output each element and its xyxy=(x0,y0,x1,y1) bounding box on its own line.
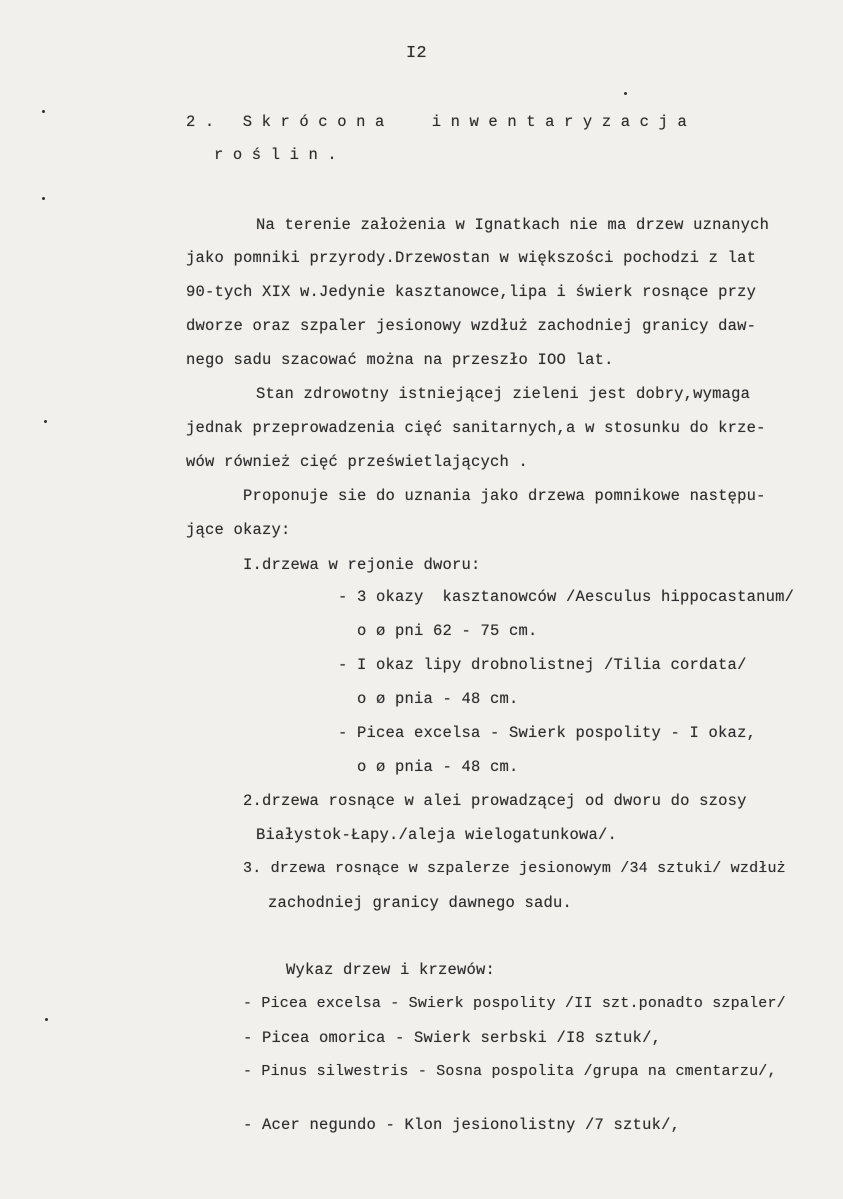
paragraph-line: jące okazy: xyxy=(186,521,291,539)
margin-mark xyxy=(42,197,45,200)
margin-mark xyxy=(624,92,627,95)
paragraph-line: Na terenie założenia w Ignatkach nie ma drzew uznanych xyxy=(256,216,770,234)
enumerated-subitem: o ø pnia - 48 cm. xyxy=(357,690,519,708)
enumerated-item: 3. drzewa rosnące w szpalerze jesionowym /34 sztuki/ wzdłuż xyxy=(243,860,786,877)
enumerated-item-continuation: Białystok-Łapy./aleja wielogatunkowa/. xyxy=(256,826,618,844)
enumerated-item-continuation: zachodniej granicy dawnego sadu. xyxy=(268,894,573,912)
list-item: - Acer negundo - Klon jesionolistny /7 sztuk/, xyxy=(243,1116,681,1134)
list-title: Wykaz drzew i krzewów: xyxy=(286,961,496,979)
section-heading-line-1: 2. Skrócona inwentaryzacja xyxy=(186,113,697,131)
list-item: - Picea excelsa - Swierk pospolity /II szt.ponadto szpaler/ xyxy=(243,995,786,1012)
paragraph-line: 90-tych XIX w.Jedynie kasztanowce,lipa i świerk rosnące przy xyxy=(186,283,757,301)
paragraph-line: dworze oraz szpaler jesionowy wzdłuż zachodniej granicy daw- xyxy=(186,317,757,335)
paragraph-line: jednak przeprowadzenia cięć sanitarnych,a w stosunku do krze- xyxy=(186,419,766,437)
enumerated-subitem: - 3 okazy kasztanowców /Aesculus hippocastanum/ xyxy=(338,588,795,606)
list-item: - Picea omorica - Swierk serbski /I8 sztuk/, xyxy=(243,1029,662,1047)
enumerated-subitem: o ø pni 62 - 75 cm. xyxy=(357,622,538,640)
section-heading-line-2: roślin. xyxy=(214,146,347,164)
enumerated-item: 2.drzewa rosnące w alei prowadzącej od dworu do szosy xyxy=(243,792,747,810)
enumerated-subitem: o ø pnia - 48 cm. xyxy=(357,758,519,776)
enumerated-subitem: - I okaz lipy drobnolistnej /Tilia cordata/ xyxy=(338,656,747,674)
paragraph-line: Proponuje sie do uznania jako drzewa pomnikowe następu- xyxy=(243,487,766,505)
margin-mark xyxy=(42,110,45,113)
margin-mark xyxy=(45,1018,48,1021)
paragraph-line: wów również cięć prześwietlających . xyxy=(186,453,529,471)
list-item: - Pinus silwestris - Sosna pospolita /grupa na cmentarzu/, xyxy=(243,1063,777,1080)
enumerated-subitem: - Picea excelsa - Swierk pospolity - I okaz, xyxy=(338,724,757,742)
paragraph-line: jako pomniki przyrody.Drzewostan w większości pochodzi z lat xyxy=(186,249,757,267)
paragraph-line: Stan zdrowotny istniejącej zieleni jest dobry,wymaga xyxy=(256,385,751,403)
page-number: I2 xyxy=(406,44,427,63)
paragraph-line: nego sadu szacować można na przeszło IOO lat. xyxy=(186,351,614,369)
margin-mark xyxy=(44,420,47,423)
enumerated-item: I.drzewa w rejonie dworu: xyxy=(243,556,481,574)
